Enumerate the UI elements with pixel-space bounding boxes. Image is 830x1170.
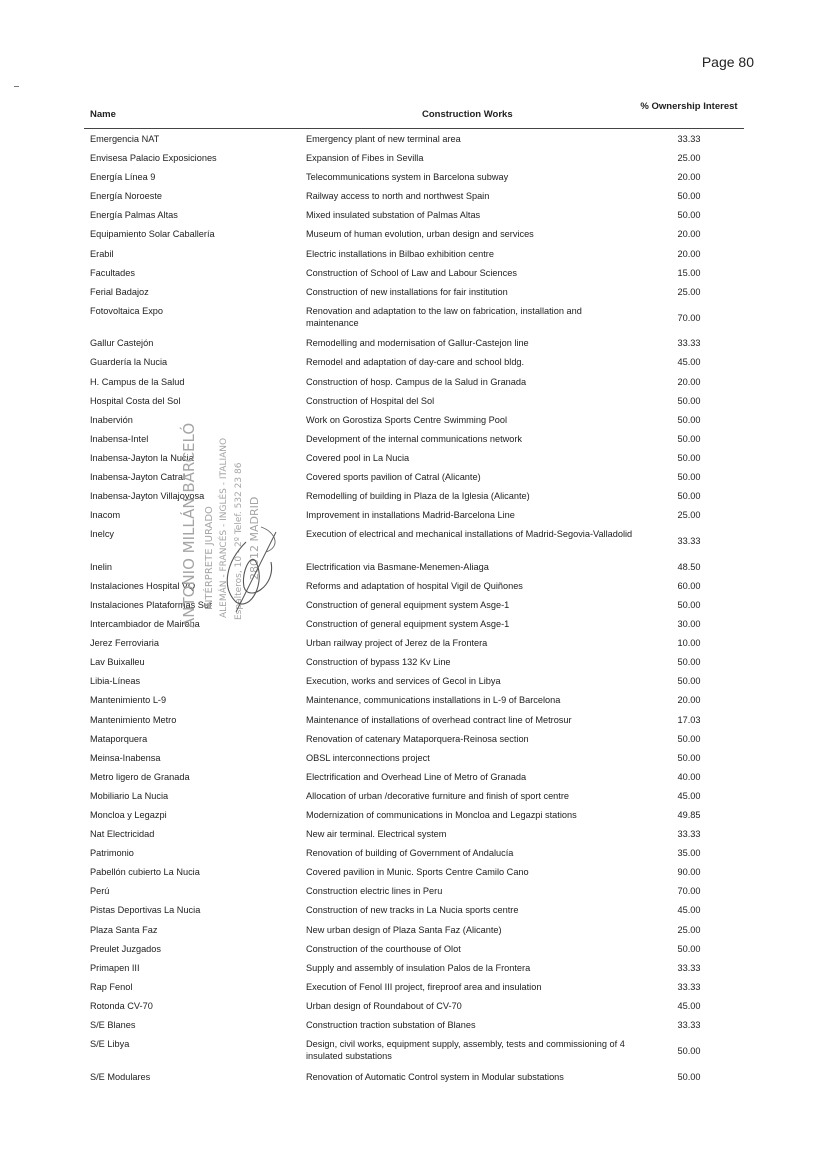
name-cell: Preulet Juzgados: [90, 943, 161, 954]
construction-works-cell: Construction of the courthouse of Olot: [306, 943, 461, 954]
name-cell: Inabensa-Jayton Villajoyosa: [90, 491, 205, 502]
ownership-cell: 20.00: [677, 229, 701, 240]
construction-works-cell: Maintenance of installations of overhead contract line of Metrosur: [306, 714, 572, 725]
name-cell: Rap Fenol: [90, 981, 133, 992]
table-row: [84, 393, 744, 412]
ownership-cell: 50.00: [677, 472, 701, 482]
ownership-cell: 50.00: [677, 491, 701, 502]
ownership-cell: 50.00: [677, 943, 701, 954]
construction-works-cell: Covered pool in La Nucia: [306, 452, 410, 463]
table-row: [84, 150, 744, 169]
table-row: [84, 412, 744, 431]
table-row: [84, 303, 744, 336]
ownership-cell: 49.85: [677, 810, 701, 820]
table-row: [84, 354, 744, 373]
construction-works-cell: Renovation and adaptation to the law on fabrication, installation and maintenance: [306, 305, 582, 328]
ownership-cell: 50.00: [677, 752, 701, 763]
construction-works-cell: Development of the internal communications network: [306, 433, 523, 444]
table-row: [84, 207, 744, 226]
ownership-cell: 20.00: [677, 248, 701, 259]
name-cell: Inabensa-Jayton Catral: [90, 472, 185, 482]
table-row: [84, 188, 744, 207]
ownership-cell: 45.00: [677, 790, 701, 801]
name-cell: Mantenimiento L-9: [90, 695, 167, 706]
name-cell: Instalaciones Hospital VQ: [90, 580, 196, 591]
construction-works-cell: Renovation of Automatic Control system in Modular substations: [306, 1071, 564, 1082]
ownership-cell: 50.00: [677, 1071, 701, 1082]
ownership-cell: 30.00: [677, 619, 701, 630]
table-row: [84, 616, 744, 635]
ownership-cell: 50.00: [677, 395, 701, 406]
construction-works-cell: Improvement in installations Madrid-Barcelona Line: [306, 510, 515, 521]
ownership-cell: 45.00: [677, 1000, 701, 1011]
name-cell: Primapen III: [90, 962, 140, 973]
construction-works-cell: Renovation of building of Government of Andalucía: [306, 848, 514, 859]
name-cell: Pabellón cubierto La Nucia: [90, 867, 200, 878]
construction-works-cell: New urban design of Plaza Santa Faz (Alicante): [306, 924, 502, 935]
construction-works-cell: Urban railway project of Jerez de la Frontera: [306, 638, 488, 649]
construction-works-cell: Construction of bypass 132 Kv Line: [306, 657, 451, 668]
construction-works-cell: Renovation of catenary Mataporquera-Reinosa section: [306, 733, 529, 744]
ownership-cell: 50.00: [677, 210, 701, 221]
name-cell: Inabensa-Intel: [90, 433, 149, 444]
name-cell: Lav Buixalleu: [90, 657, 145, 668]
name-cell: S/E Libya: [90, 1039, 130, 1050]
construction-works-cell: New air terminal. Electrical system: [306, 829, 447, 840]
construction-works-cell: Mixed insulated substation of Palmas Altas: [306, 210, 481, 221]
ownership-cell: 17.03: [677, 714, 701, 725]
table-row: [84, 883, 744, 902]
table-row: [84, 374, 744, 393]
table-row: [84, 169, 744, 188]
stamp-line-2: INTÉRPRETE JURADO: [204, 506, 215, 610]
table-body: [84, 131, 744, 1088]
name-cell: H. Campus de la Salud: [90, 376, 185, 387]
construction-works-cell: Work on Gorostiza Sports Centre Swimming Pool: [306, 414, 508, 425]
construction-works-cell: Construction of Hospital del Sol: [306, 395, 435, 406]
ownership-cell: 25.00: [677, 510, 701, 521]
construction-works-cell: Covered pavilion in Munic. Sports Centre Camilo Cano: [306, 867, 529, 878]
name-cell: Ferial Badajoz: [90, 286, 149, 297]
name-cell: Rotonda CV-70: [90, 1000, 153, 1011]
table-row: [84, 597, 744, 616]
table-row: [84, 692, 744, 711]
name-cell: Intercambiador de Mairena: [90, 619, 200, 630]
name-cell: Mobiliario La Nucia: [90, 790, 169, 801]
ownership-cell: 50.00: [677, 452, 701, 463]
table-row: [84, 845, 744, 864]
name-cell: Inabensa-Jayton la Nucia: [90, 452, 194, 463]
ownership-cell: 20.00: [677, 695, 701, 706]
construction-works-cell: Design, civil works, equipment supply, assembly, tests and commissioning of 4 insulated substations: [306, 1039, 625, 1062]
ownership-cell: 35.00: [677, 848, 701, 859]
construction-works-cell: Construction of new tracks in La Nucia sports centre: [306, 905, 519, 916]
ownership-cell: 33.33: [677, 1020, 701, 1031]
table-row: [84, 265, 744, 284]
construction-works-cell: Reforms and adaptation of hospital Vigil de Quiñones: [306, 580, 523, 591]
table-row: [84, 750, 744, 769]
name-cell: Perú: [90, 886, 110, 897]
construction-works-cell: Construction of School of Law and Labour Sciences: [306, 267, 517, 278]
ownership-cell: 33.33: [677, 829, 701, 840]
table-row: [84, 635, 744, 654]
name-cell: Equipamiento Solar Caballería: [90, 229, 215, 240]
ownership-cell: 50.00: [677, 599, 701, 610]
table-row: [84, 284, 744, 303]
construction-works-cell: Execution, works and services of Gecol in Libya: [306, 676, 501, 687]
ownership-cell: 50.00: [677, 191, 701, 202]
ownership-cell: 33.33: [677, 536, 701, 547]
table-row: [84, 559, 744, 578]
construction-works-cell: Construction traction substation of Blanes: [306, 1020, 476, 1031]
construction-works-cell: Remodel and adaptation of day-care and school bldg.: [306, 357, 525, 368]
name-cell: Energía Línea 9: [90, 172, 156, 183]
table-row: [84, 1017, 744, 1036]
name-cell: Gallur Castejón: [90, 338, 154, 349]
name-cell: Facultades: [90, 267, 135, 278]
table-row: [84, 864, 744, 883]
joint-ventures-table: [84, 98, 744, 1088]
construction-works-cell: Electric installations in Bilbao exhibition centre: [306, 248, 494, 259]
ownership-cell: 33.33: [677, 981, 701, 992]
ownership-cell: 40.00: [677, 771, 701, 782]
name-cell: S/E Modulares: [90, 1071, 151, 1082]
ownership-cell: 10.00: [677, 638, 701, 649]
construction-works-cell: Railway access to north and northwest Spain: [306, 191, 490, 202]
name-cell: S/E Blanes: [90, 1020, 136, 1031]
name-cell: Inacom: [90, 510, 121, 521]
name-cell: Jerez Ferroviaria: [90, 638, 159, 649]
ownership-cell: 48.50: [677, 561, 701, 572]
stamp-line-1: ANTONIO MILLÁN BARCELÓ: [180, 422, 198, 628]
name-cell: Energía Palmas Altas: [90, 210, 178, 221]
header-ownership-interest: % Ownership Interest: [640, 101, 738, 112]
ownership-cell: 25.00: [677, 924, 701, 935]
page-number: Page 80: [701, 54, 754, 70]
table-header: [84, 98, 744, 129]
construction-works-cell: Construction of general equipment system Asge-1: [306, 619, 510, 630]
name-cell: Inabervión: [90, 414, 133, 425]
ownership-cell: 50.00: [677, 414, 701, 425]
name-cell: Mantenimiento Metro: [90, 714, 177, 725]
name-cell: Energía Noroeste: [90, 191, 163, 202]
construction-works-cell: Electrification and Overhead Line of Metro of Granada: [306, 771, 527, 782]
header-construction-works: Construction Works: [422, 109, 513, 120]
construction-works-cell: Expansion of Fibes in Sevilla: [306, 153, 424, 164]
ownership-cell: 45.00: [677, 357, 701, 368]
table-row: [84, 922, 744, 941]
table-row: [84, 826, 744, 845]
construction-works-cell: Maintenance, communications installations in L-9 of Barcelona: [306, 695, 561, 706]
construction-works-cell: Construction of general equipment system Asge-1: [306, 599, 510, 610]
ownership-cell: 70.00: [677, 312, 701, 323]
name-cell: Metro ligero de Granada: [90, 771, 190, 782]
name-cell: Guardería la Nucia: [90, 357, 168, 368]
name-cell: Inelcy: [90, 529, 115, 540]
ownership-cell: 90.00: [677, 867, 701, 878]
construction-works-cell: OBSL interconnections project: [306, 752, 430, 763]
name-cell: Plaza Santa Faz: [90, 924, 158, 935]
name-cell: Pistas Deportivas La Nucia: [90, 905, 201, 916]
table-row: [84, 507, 744, 526]
table-row: [84, 335, 744, 354]
name-cell: Inelin: [90, 561, 112, 572]
construction-works-cell: Allocation of urban /decorative furniture and finish of sport centre: [306, 790, 570, 801]
table-row: [84, 226, 744, 245]
table-row: [84, 902, 744, 921]
construction-works-cell: Urban design of Roundabout of CV-70: [306, 1000, 462, 1011]
table-row: [84, 578, 744, 597]
construction-works-cell: Construction of new installations for fair institution: [306, 286, 508, 297]
table-row: [84, 450, 744, 469]
ownership-cell: 60.00: [677, 580, 701, 591]
ownership-cell: 70.00: [677, 886, 701, 897]
ownership-cell: 50.00: [677, 676, 701, 687]
name-cell: Meinsa-Inabensa: [90, 752, 161, 763]
ownership-cell: 50.00: [677, 733, 701, 744]
construction-works-cell: Execution of Fenol III project, fireproof area and insulation: [306, 981, 542, 992]
ownership-cell: 33.33: [677, 338, 701, 349]
ownership-cell: 45.00: [677, 905, 701, 916]
header-name: Name: [90, 109, 116, 120]
table-row: [84, 246, 744, 265]
name-cell: Instalaciones Plataformas Sur: [90, 599, 213, 610]
construction-works-cell: Telecommunications system in Barcelona subway: [306, 172, 509, 183]
name-cell: Patrimonio: [90, 848, 134, 859]
construction-works-cell: Remodelling and modernisation of Gallur-Castejon line: [306, 338, 529, 349]
construction-works-cell: Museum of human evolution, urban design and services: [306, 229, 534, 240]
table-row: [84, 941, 744, 960]
construction-works-cell: Construction of hosp. Campus de la Salud in Granada: [306, 376, 527, 387]
table-row: [84, 131, 744, 150]
table-row: [84, 769, 744, 788]
table-row: [84, 1036, 744, 1069]
table-row: [84, 673, 744, 692]
table-row: [84, 731, 744, 750]
construction-works-cell: Remodelling of building in Plaza de la Iglesia (Alicante): [306, 491, 530, 502]
ownership-cell: 33.33: [677, 134, 701, 144]
construction-works-cell: Construction electric lines in Peru: [306, 886, 443, 897]
table-row: [84, 979, 744, 998]
name-cell: Moncloa y Legazpi: [90, 810, 167, 820]
name-cell: Fotovoltaica Expo: [90, 305, 164, 316]
ownership-cell: 25.00: [677, 153, 701, 164]
scan-mark: [14, 86, 19, 87]
stamp-line-3: ALEMÁN - FRANCÉS - INGLÉS - ITALIANO: [219, 437, 229, 618]
construction-works-cell: Covered sports pavilion of Catral (Alicante): [306, 472, 481, 482]
ownership-cell: 33.33: [677, 962, 701, 973]
name-cell: Mataporquera: [90, 733, 148, 744]
table-row: [84, 1069, 744, 1088]
construction-works-cell: Electrification via Basmane-Menemen-Aliaga: [306, 561, 489, 572]
table-row: [84, 654, 744, 673]
ownership-cell: 25.00: [677, 286, 701, 297]
table-row: [84, 712, 744, 731]
construction-works-cell: Emergency plant of new terminal area: [306, 134, 461, 144]
ownership-cell: 50.00: [677, 1046, 701, 1057]
table-row: [84, 526, 744, 559]
table-row: [84, 998, 744, 1017]
name-cell: Nat Electricidad: [90, 829, 155, 840]
table-row: [84, 431, 744, 450]
ownership-cell: 50.00: [677, 433, 701, 444]
construction-works-cell: Execution of electrical and mechanical installations of Madrid-Segovia-Valladolid: [306, 529, 633, 540]
name-cell: Hospital Costa del Sol: [90, 395, 181, 406]
name-cell: Emergencia NAT: [90, 134, 160, 144]
construction-works-cell: Modernization of communications in Moncloa and Legazpi stations: [306, 810, 577, 820]
construction-works-cell: Supply and assembly of insulation Palos de la Frontera: [306, 962, 531, 973]
ownership-cell: 20.00: [677, 172, 701, 183]
name-cell: Libia-Líneas: [90, 676, 141, 687]
name-cell: Erabil: [90, 248, 114, 259]
table-row: [84, 469, 744, 488]
ownership-cell: 50.00: [677, 657, 701, 668]
ownership-cell: 15.00: [677, 267, 701, 278]
table-row: [84, 488, 744, 507]
name-cell: Envisesa Palacio Exposiciones: [90, 153, 217, 164]
ownership-cell: 20.00: [677, 376, 701, 387]
table-row: [84, 807, 744, 826]
stamp-line-4: Espalteros, 10 - 2º Telef. 532 23 86: [234, 462, 244, 620]
table-row: [84, 788, 744, 807]
stamp-line-5: 28012 MADRID: [248, 496, 261, 580]
table-row: [84, 960, 744, 979]
